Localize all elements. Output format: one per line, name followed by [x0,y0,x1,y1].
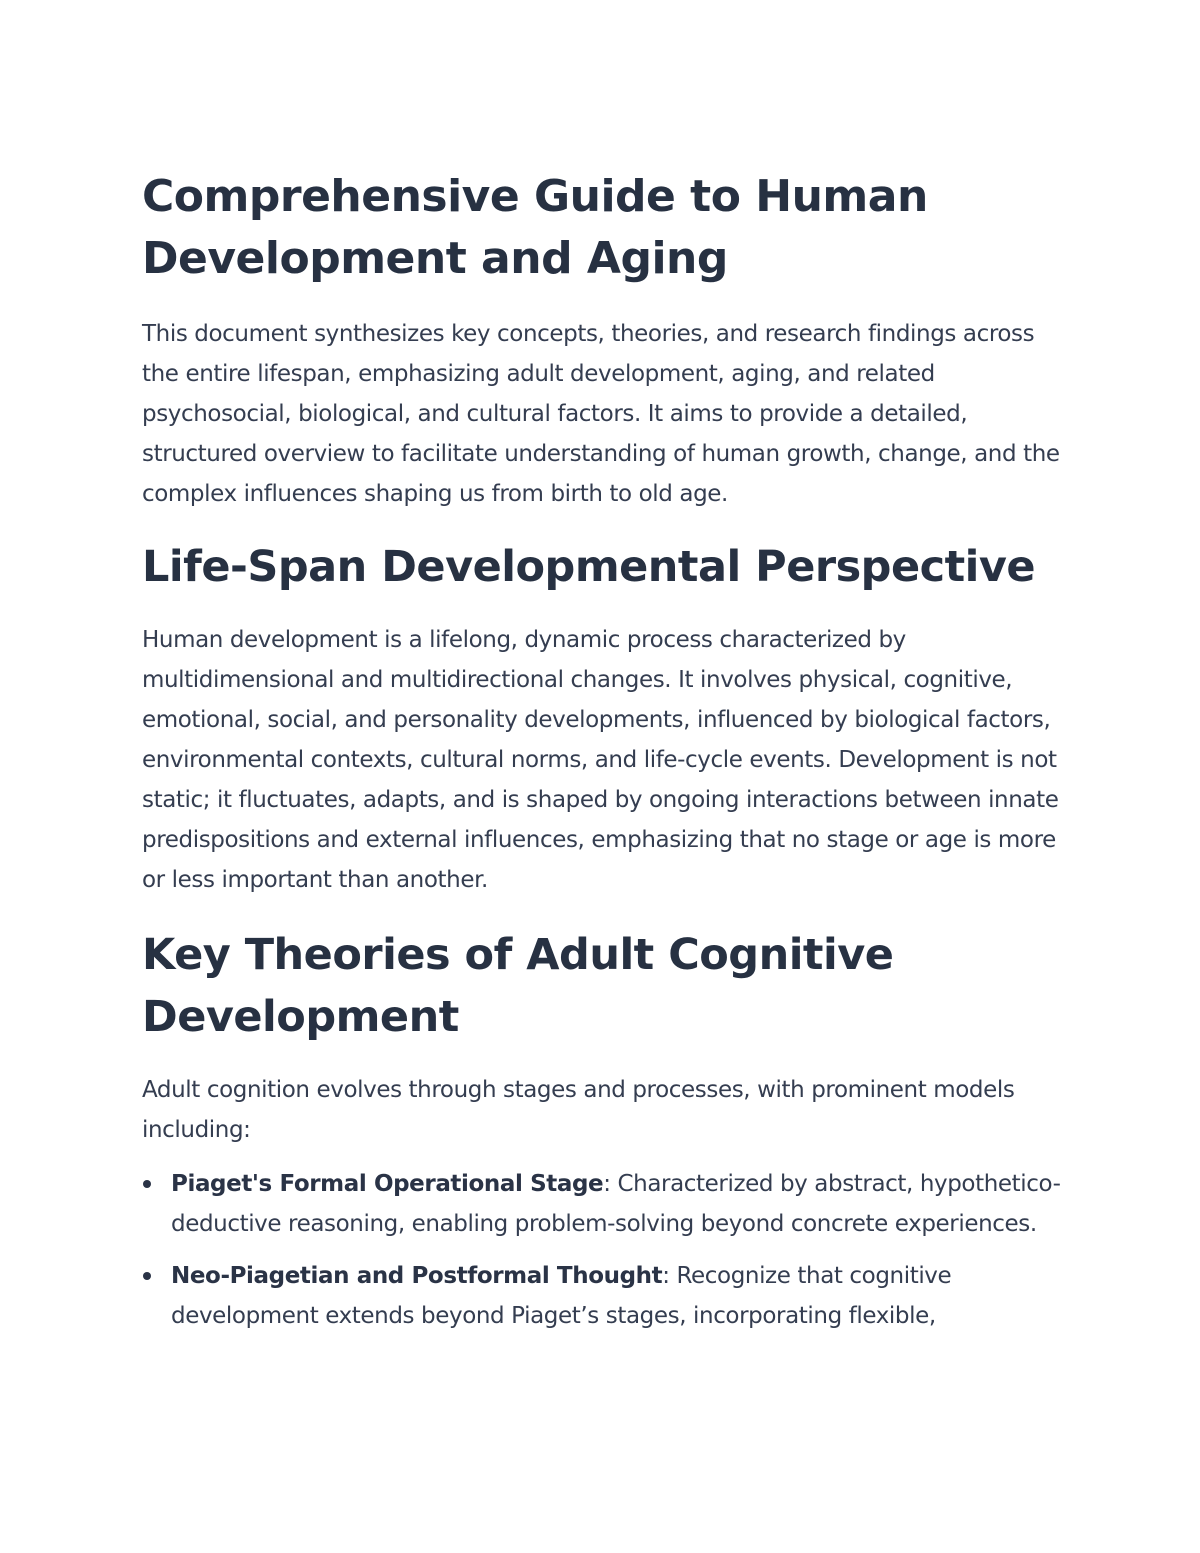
list-item [142,1164,1062,1244]
document-title: Comprehensive Guide to Human Development and Aging [142,171,928,284]
theory-term: Neo-Piagetian and Postformal Thought [171,1263,663,1289]
section-body-cognitive-theories: Adult cognition evolves through stages and processes, with prominent models including: [142,1077,1015,1143]
theory-term: Piaget's Formal Operational Stage [171,1171,604,1197]
intro-paragraph: This document synthesizes key concepts, theories, and research findings across the entire lifespan, emphasizing adult development, aging, and related psychosocial, biological, and cultural factors. It aims to provide a detailed, structured overview to facilitate understanding of human growth, change, and the complex influences shaping us from birth to old age. [142,321,1060,507]
theory-description: : Characterized by abstract, hypothetico-deductive reasoning, enabling problem-solving beyond concrete experiences. [171,1171,1061,1237]
bullet-icon [143,1272,151,1280]
bullet-icon [143,1180,151,1188]
section-heading-lifespan: Life-Span Developmental Perspective [142,542,1036,592]
theory-list [142,1164,1062,1336]
section-heading-cognitive-theories: Key Theories of Adult Cognitive Development [142,930,894,1042]
section-body-lifespan: Human development is a lifelong, dynamic process characterized by multidimensional and multidirectional changes. It involves physical, cognitive, emotional, social, and personality developments, influenced by biological factors, environmental contexts, cultural norms, and life-cycle events. Development is not static; it fluctuates, adapts, and is shaped by ongoing interactions between innate predispositions and external influences, emphasizing that no stage or age is more or less important than another. [142,627,1059,893]
theory-description: : Recognize that cognitive development extends beyond Piaget’s stages, incorporating flexible, [171,1263,952,1329]
list-item [142,1256,1062,1336]
document-page [142,166,1062,1348]
